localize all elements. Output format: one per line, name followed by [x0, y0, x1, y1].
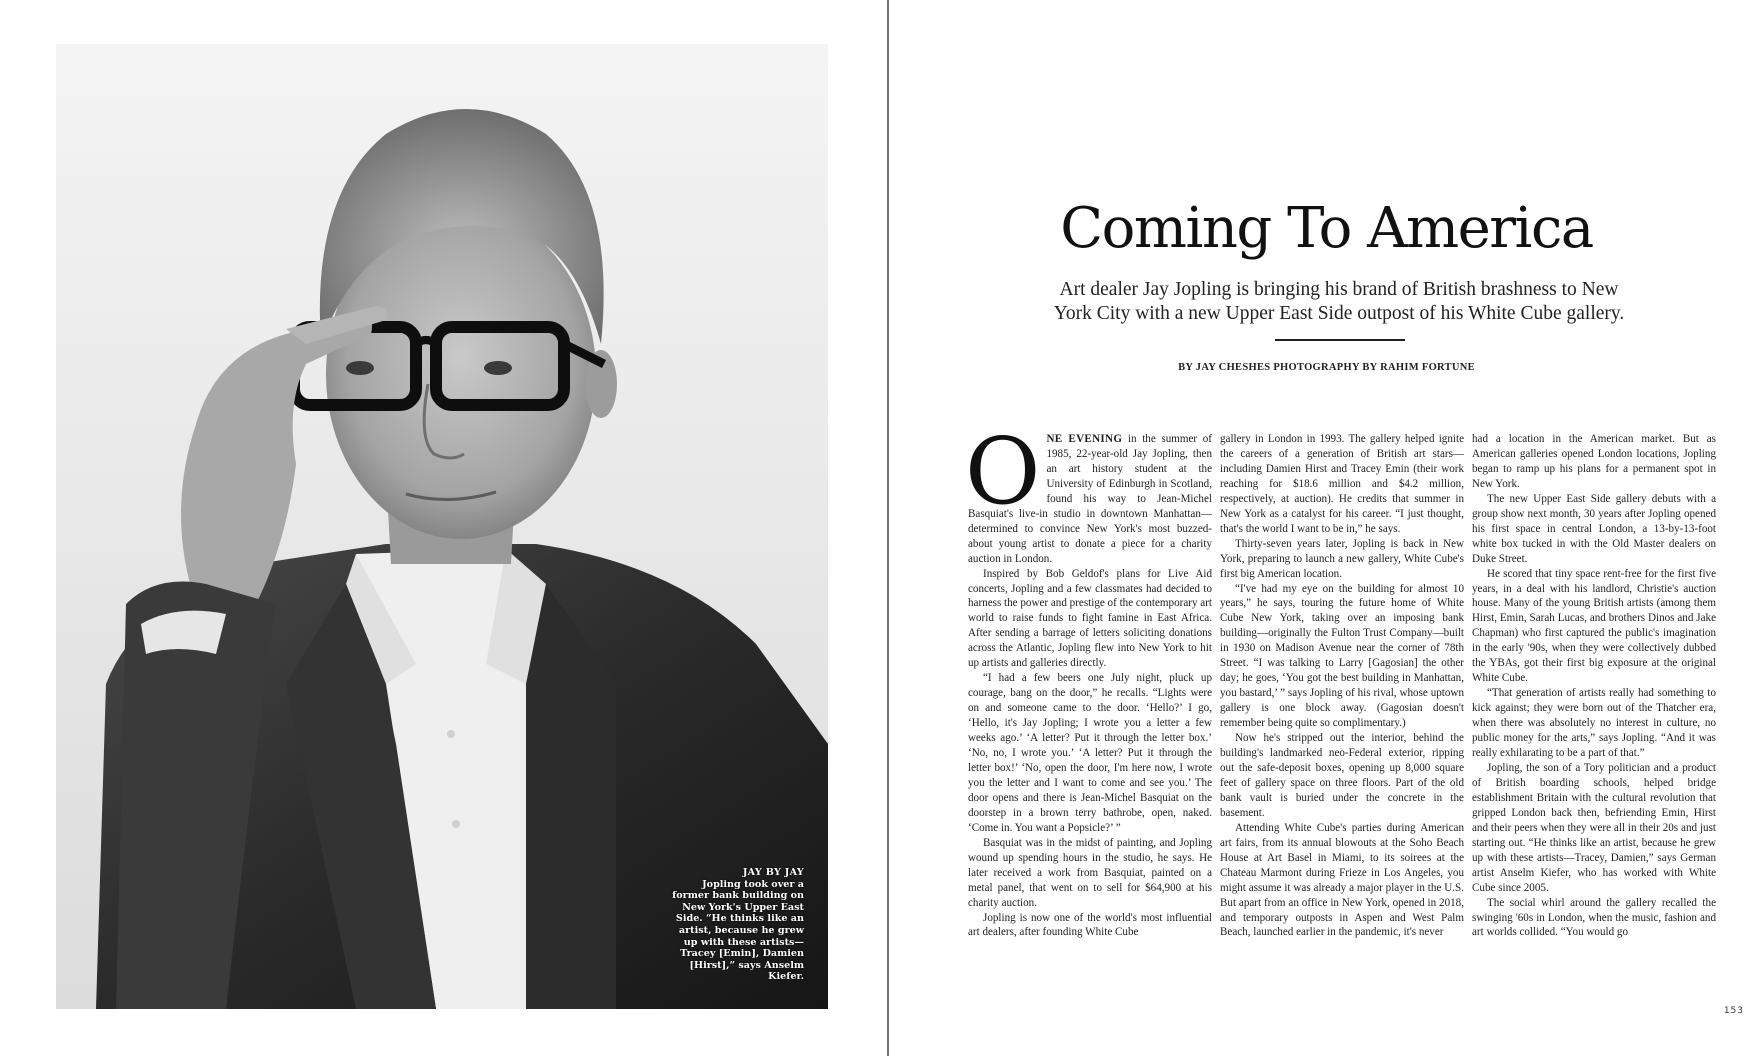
paragraph: gallery in London in 1993. The gallery helped ignite the careers of a generation of British art stars—including Damien Hirst and Tracey Emin (their work reaching for $18.6 million and $4.2 million, respectively, at auction). He credits that summer in New York as a catalyst for his career. “I just thought, that's the world I want to be in,” he says.: [1220, 433, 1464, 535]
paragraph-text: in the summer of 1985, 22-year-old Jay Jopling, then an art history student at the University of Edinburgh in Scotland, found his way to Jean-Michel Basquiat's live-in studio in downtown Manhattan—determined to convince New York's most buzzed-about young artist to donate a piece for a charity auction in London.: [968, 433, 1213, 565]
paragraph: The new Upper East Side gallery debuts with a group show next month, 30 years after Jopling opened his first space in central London, a 13-by-13-foot white box tucked in with the Old Master dealers on Duke Street.: [1472, 492, 1716, 565]
paragraph: “That generation of artists really had something to kick against; they were born out of the Thatcher era, when there was absolutely no interest in culture, no public money for the arts,” says Jopling. “And it was really exhilarating to be a part of that.”: [1472, 687, 1716, 760]
paragraph: had a location in the American market. But as American galleries opened London locations, Jopling began to ramp up his plans for a permanent spot in New York.: [1472, 433, 1716, 490]
paragraph: Inspired by Bob Geldof's plans for Live Aid concerts, Jopling and a few classmates had decided to harness the power and prestige of the contemporary art world to raise funds to fight famine in East Africa. After sending a barrage of letters soliciting donations across the Atlantic, Jopling flew into New York to hit up artists and galleries directly.: [968, 567, 1212, 670]
drop-cap: O: [965, 418, 1041, 525]
right-page: [889, 0, 1764, 1056]
paragraph: Attending White Cube's parties during American art fairs, from its annual blowouts at the Soho Beach House at Art Basel in Miami, to its soirees at the Chateau Marmont during Frieze in Los Angeles, you might assume it was already a major player in the U.S. But apart from an office in New York, opened in 2018, and temporary outposts in Aspen and West Palm Beach, launched earlier in the pandemic, it's never: [1220, 821, 1464, 939]
lead-in: NE EVENING: [1046, 433, 1123, 445]
text-column-2: [1220, 432, 1464, 940]
paragraph: Now he's stripped out the interior, behind the building's landmarked neo-Federal exterior, ripping out the safe-deposit boxes, opening up 8,000 square feet of gallery space on three floors. Part of the old bank vault is buried under the concrete in the basement.: [1220, 732, 1464, 819]
paragraph: “I've had my eye on the building for almost 10 years,” he says, touring the future home of White Cube New York, taking over an imposing bank building—originally the Fulton Trust Company—built in 1930 on Madison Avenue near the corner of 78th Street. “I was talking to Larry [Gagosian] the other day; he goes, ‘You got the best building in Manhattan, you bastard,’ ” says Jopling of his rival, whose uptown gallery is one block away. (Gagosian doesn't remember being quite so complimentary.): [1220, 582, 1464, 730]
paragraph: He scored that tiny space rent-free for the first five years, in a deal with his landlord, Christie's auction house. Many of the young British artists (among them Hirst, Emin, Sarah Lucas, and brothers Dinos and Jake Chapman) who first captured the public's imagination in the early '90s, when they were collectively dubbed the YBAs, got their first big exposure at the original White Cube.: [1472, 567, 1716, 685]
portrait-illustration: [56, 44, 828, 1009]
paragraph: “I had a few beers one July night, pluck up courage, bang on the door,” he recalls. “Lights were on and someone came to the door. ‘Hello?’ I go, ‘Hello, it's Jay Jopling; I wrote you a letter a few weeks ago.’ ‘A letter? Put it through the letter box.’ ‘No, no, I wrote you.’ ‘A letter? Put it through the letter box!’ ‘No, open the door, I'm here now, I wrote you the letter and I want to come and see you.’ The door opens and there is Jean-Michel Basquiat on the doorstep in a brown terry bathrobe, open, naked. ‘Come in. You want a Popsicle?’ ”: [968, 672, 1212, 834]
paragraph: Jopling is now one of the world's most influential art dealers, after founding White Cube: [968, 911, 1212, 939]
paragraph: The social whirl around the gallery recalled the swinging '60s in London, when the music, fashion and art worlds collided. “You would go: [1472, 896, 1716, 939]
caption-heading: JAY BY JAY: [742, 867, 804, 879]
caption-text: Jopling took over a former bank building on New York's Upper East Side. “He thinks like an artist, because he grew up with these artists—Tracey [Emin], Damien [Hirst],” says Anselm Kiefer.: [672, 878, 804, 983]
article-byline: BY JAY CHESHES PHOTOGRAPHY BY RAHIM FORTUNE: [1178, 362, 1475, 373]
portrait-photo: [56, 44, 828, 1009]
page-number: 153: [1723, 1006, 1744, 1016]
paragraph: [965, 418, 1213, 567]
divider-rule: [1275, 339, 1405, 341]
article-headline: Coming To America: [1060, 196, 1593, 261]
text-column-1: [965, 418, 1213, 940]
paragraph: Thirty-seven years later, Jopling is back in New York, preparing to launch a new gallery, White Cube's first big American location.: [1220, 537, 1464, 580]
photo-caption: [664, 867, 804, 983]
article-dek: Art dealer Jay Jopling is bringing his brand of British brashness to New York City with a new Upper East Side outpost of his White Cube gallery.: [1053, 279, 1625, 324]
text-column-3: [1472, 432, 1716, 940]
paragraph: Jopling, the son of a Tory politician and a product of British boarding schools, helped bridge establishment Britain with the cultural revolution that gripped London back then, befriending Emin, Hirst and their peers when they were all in their 20s and just starting out. “He thinks like an artist, because he grew up with these artists—Tracey, Damien,” says German artist Anselm Kiefer, who has worked with White Cube since 2005.: [1472, 761, 1716, 894]
paragraph: Basquiat was in the midst of painting, and Jopling wound up spending hours in the studio, he says. He later received a work from Basquiat, painted on a metal panel, that went on to sell for $64,900 at his charity auction.: [968, 836, 1212, 909]
